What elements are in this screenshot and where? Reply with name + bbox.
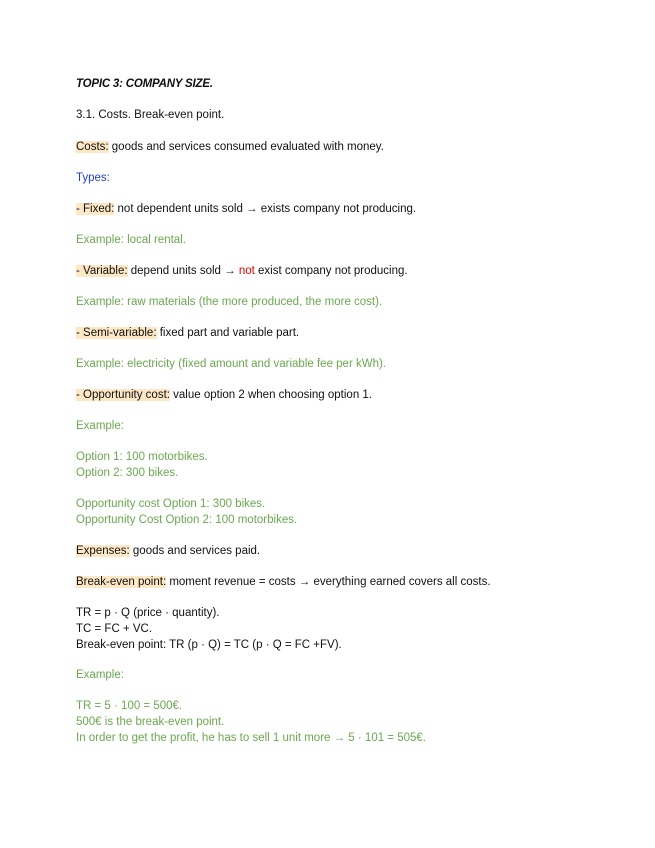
break-even-example-line-3: In order to get the profit, he has to sell 1 unit more → 5 · 101 = 505€.: [76, 732, 426, 744]
expenses-text: goods and services paid.: [129, 545, 261, 557]
variable-text-b: exist company not producing.: [254, 265, 408, 277]
break-even-example-line-1: TR = 5 · 100 = 500€.: [76, 700, 183, 712]
break-even-example-line-2: 500€ is the break-even point.: [76, 716, 225, 728]
variable-definition: [76, 264, 408, 278]
variable-term: - Variable:: [76, 265, 128, 277]
document-title: TOPIC 3: COMPANY SIZE.: [76, 78, 213, 90]
formula-break-even: Break-even point: TR (p · Q) = TC (p · Q = FC +FV).: [76, 639, 342, 651]
section-heading: 3.1. Costs. Break-even point.: [76, 109, 225, 121]
semi-variable-text: fixed part and variable part.: [156, 327, 300, 339]
opportunity-cost-1: Opportunity cost Option 1: 300 bikes.: [76, 498, 266, 510]
opportunity-option-1: Option 1: 100 motorbikes.: [76, 451, 208, 463]
semi-variable-definition: [76, 326, 299, 340]
opportunity-example-label: Example:: [76, 420, 124, 432]
fixed-term: - Fixed:: [76, 203, 115, 215]
variable-text-a: depend units sold →: [127, 265, 239, 277]
break-even-text: moment revenue = costs → everything earned covers all costs.: [166, 576, 491, 588]
expenses-definition: [76, 544, 260, 558]
formula-total-revenue: TR = p · Q (price · quantity).: [76, 607, 220, 619]
variable-negation: not: [238, 265, 255, 277]
break-even-term: Break-even point:: [76, 576, 167, 588]
costs-term: Costs:: [76, 141, 109, 153]
semi-variable-example: Example: electricity (fixed amount and variable fee per kWh).: [76, 358, 386, 370]
costs-text: goods and services consumed evaluated with money.: [108, 141, 384, 153]
fixed-text: not dependent units sold → exists company not producing.: [114, 203, 417, 215]
formula-total-cost: TC = FC + VC.: [76, 623, 153, 635]
break-even-definition: [76, 575, 491, 589]
opportunity-cost-term: - Opportunity cost:: [76, 389, 170, 401]
fixed-example: Example: local rental.: [76, 234, 186, 246]
types-label: Types:: [76, 172, 110, 184]
opportunity-option-2: Option 2: 300 bikes.: [76, 467, 179, 479]
break-even-example-label: Example:: [76, 669, 124, 681]
opportunity-cost-definition: [76, 388, 372, 402]
costs-definition: [76, 140, 384, 154]
expenses-term: Expenses:: [76, 545, 130, 557]
opportunity-cost-text: value option 2 when choosing option 1.: [169, 389, 373, 401]
opportunity-cost-2: Opportunity Cost Option 2: 100 motorbikes.: [76, 514, 298, 526]
fixed-definition: [76, 202, 416, 216]
semi-variable-term: - Semi-variable:: [76, 327, 157, 339]
variable-example: Example: raw materials (the more produced, the more cost).: [76, 296, 383, 308]
